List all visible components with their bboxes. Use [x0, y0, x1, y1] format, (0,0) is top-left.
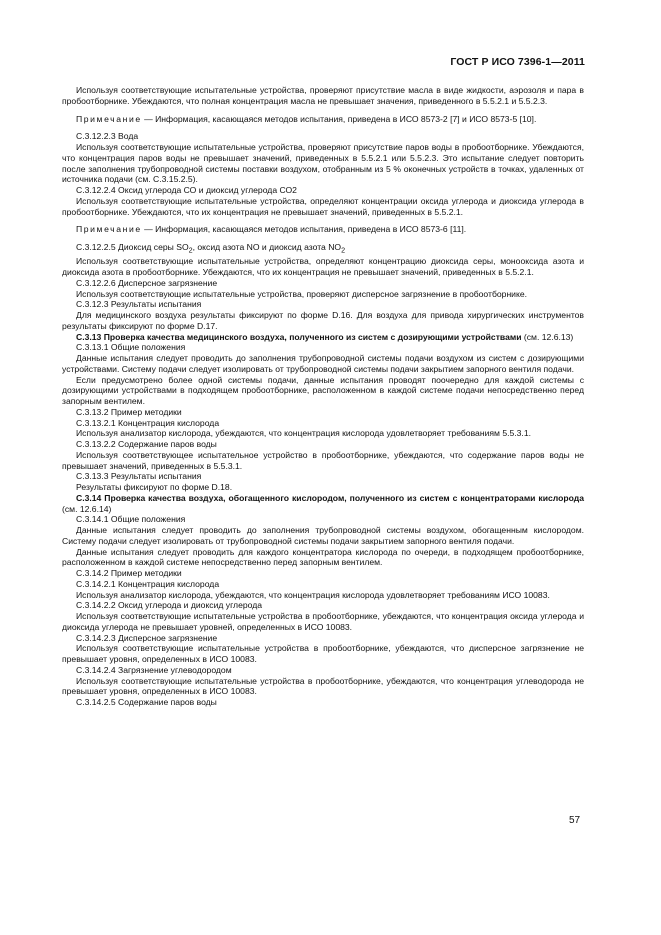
section-heading: С.3.14.2.1 Концентрация кислорода	[76, 578, 220, 589]
paragraph: Используя соответствующие испытательные устройства в пробоотборнике, убеждаются, что дисперсное загрязнение не превышает уровня, определенных в ИСО 10083.	[62, 643, 584, 665]
note-text: — Информация, касающаяся методов испытания, приведена в ИСО 8573-6 [11].	[141, 224, 467, 235]
paragraph: Используя соответствующие испытательные устройства, определяют концентрацию диоксида серы, монооксида азота и диоксида азота в пробоотборнике. Убеждаются, что их концентрация не превышает значений, приведенных в 5.5.2.1.	[62, 256, 584, 278]
section-heading: С.3.14.2.5 Содержание паров воды	[76, 697, 217, 708]
note	[62, 224, 584, 235]
section-heading: С.3.14.2.3 Дисперсное загрязнение	[76, 632, 218, 643]
document-body	[62, 85, 584, 708]
paragraph: Используя анализатор кислорода, убеждаются, что концентрация кислорода удовлетворяет требованиям 5.5.3.1.	[76, 428, 531, 439]
paragraph: Используя соответствующие испытательные устройства, проверяют дисперсное загрязнение в пробоотборнике.	[76, 288, 528, 299]
paragraph: Данные испытания следует проводить до заполнения трубопроводной системы воздухом, обогащенным кислородом. Систему подачи следует изолировать от трубопроводной системы подачи закрытием запорного вентиля подачи.	[62, 525, 584, 546]
section-heading: С.3.12.2.3 Вода	[76, 131, 139, 142]
paragraph: Данные испытания следует проводить для каждого концентратора кислорода по очереди, в подходящем пробоотборнике, расположенном в каждой системе непосредственно перед запорным вентилем.	[62, 546, 584, 568]
paragraph: Используя соответствующие испытательные устройства в пробоотборнике, убеждаются, что концентрация углеводорода не превышает уровня, определенных в ИСО 10083.	[62, 675, 584, 697]
paragraph: Используя соответствующие испытательные устройства, проверяют присутствие масла в виде жидкости, аэрозоля и пара в пробоотборнике. Убеждаются, что полная концентрация масла не превышает значения, приведенного в 5.5.2.1 и 5.5.2.3.	[62, 85, 584, 106]
section-heading: С.3.13.2.1 Концентрация кислорода	[76, 417, 220, 428]
section-heading: С.3.14.2.4 Загрязнение углеводородом	[76, 664, 232, 675]
paragraph: Если предусмотрено более одной системы подачи, данные испытания проводят поочередно для каждой системы с дозирующими устройствами в подходящем пробоотборнике, расположенном в каждой системе подачи непосредственно перед запорным вентилем.	[62, 374, 584, 407]
note-label: Примечание	[76, 224, 142, 235]
section-heading: С.3.12.2.5 Диоксид серы $SO_2$, оксид азота NO и диоксид азота $NO_2$	[76, 242, 346, 255]
section-heading: С.3.13.2 Пример методики	[76, 406, 182, 417]
section-heading: С.3.12.2.4 Оксид углерода СО и диоксид углерода СО2	[76, 185, 297, 195]
page-number: 57	[569, 815, 581, 826]
section-heading: С.3.13.3 Результаты испытания	[76, 471, 202, 482]
section-heading: С.3.14.2 Пример методики	[76, 568, 182, 579]
section-heading: С.3.14.1 Общие положения	[76, 514, 186, 525]
paragraph: Результаты фиксируют по форме D.18.	[76, 482, 233, 493]
paragraph: Данные испытания следует проводить до заполнения трубопроводной системы подачи воздухом из систем с дозирующими устройствами. Систему подачи следует изолировать от трубопроводной системы подачи закрытием запорного вентиля подачи.	[62, 353, 584, 374]
paragraph: Используя соответствующее испытательное устройство в пробоотборнике, убеждаются, что содержание паров воды не превышает значений, приведенных в 5.5.3.1.	[62, 449, 584, 471]
section-heading: С.3.13.1 Общие положения	[76, 342, 186, 353]
section-heading: С.3.12.3 Результаты испытания	[76, 299, 202, 310]
section-heading: С.3.12.2.6 Дисперсное загрязнение	[76, 277, 218, 288]
paragraph: Для медицинского воздуха результаты фиксируют по форме D.16. Для воздуха для привода хирургических инструментов результаты фиксируют по форме D.17.	[62, 310, 584, 331]
section-heading: С.3.14 Проверка качества воздуха, обогащенного кислородом, полученного из систем с концентраторами кислорода (см. 12.6.14)	[62, 492, 584, 514]
page-header-title: ГОСТ Р ИСО 7396-1—2011	[450, 56, 585, 68]
note-text: — Информация, касающаяся методов испытания, приведена в ИСО 8573-2 [7] и ИСО 8573-5 [10].	[141, 113, 537, 124]
paragraph: Используя соответствующие испытательные устройства в пробоотборнике, убеждаются, что концентрация оксида углерода и диоксида углерода не превышает уровней, определенных в ИСО 10083.	[62, 611, 584, 632]
paragraph: Используя соответствующие испытательные устройства, проверяют присутствие паров воды в пробоотборнике. Убеждаются, что концентрация паров воды не превышает значений, приведенных в 5.5.2.1 или 5.5.2.3. Это испытание следует повторить после заполнения трубопроводной системы поставки воздухом, отобранным из 5 % оконечных устройств в точках, удаленных от источника подачи (см. С.3.15.2.5).	[62, 142, 584, 185]
section-heading: С.3.13.2.2 Содержание паров воды	[76, 439, 217, 450]
section-heading: С.3.14.2.2 Оксид углерода и диоксид углерода	[76, 600, 263, 611]
section-heading: С.3.13 Проверка качества медицинского воздуха, полученного из систем с дозирующими устройствами (см. 12.6.13)	[76, 331, 574, 342]
paragraph: Используя соответствующие испытательные устройства, определяют концентрации оксида углерода и диоксида углерода в пробоотборнике. Убеждаются, что их концентрация не превышает значений, приведенных в 5.5.2.1.	[62, 195, 584, 217]
paragraph: Используя анализатор кислорода, убеждаются, что концентрация кислорода удовлетворяет требованиям ИСО 10083.	[76, 589, 550, 600]
note	[62, 114, 584, 125]
note-label: Примечание	[76, 113, 142, 124]
